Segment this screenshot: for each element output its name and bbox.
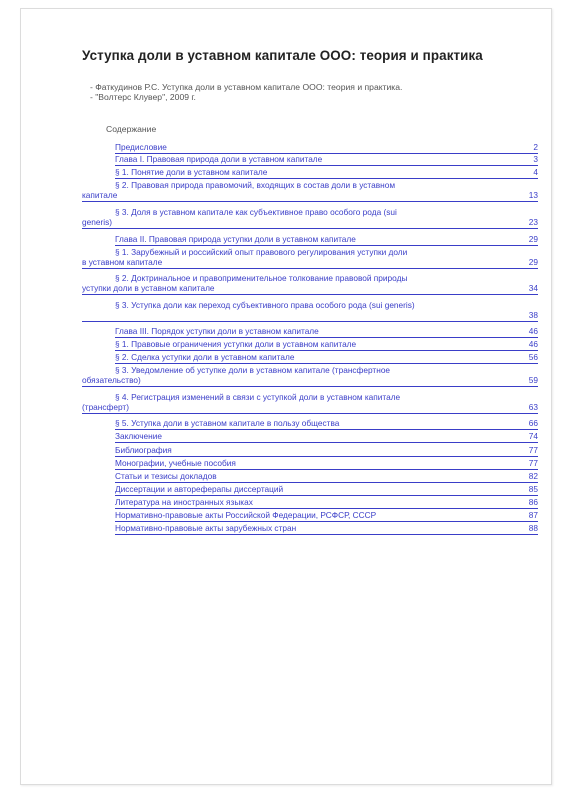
toc-entry-title: § 2. Доктринальное и правоприменительное толкование правовой природы	[115, 274, 408, 283]
toc-entry-page-number: 46	[528, 340, 538, 349]
contents-heading: Содержание	[106, 124, 157, 134]
document-title: Уступка доли в уставном капитале ООО: теория и практика	[82, 48, 483, 63]
toc-entry-page-number: 63	[528, 402, 538, 412]
citation-line-1: - Фаткудинов Р.С. Уступка доли в уставном капитале ООО: теория и практика.	[90, 82, 403, 92]
toc-entry[interactable]	[115, 472, 538, 483]
toc-entry[interactable]	[82, 366, 538, 387]
toc-entry-title: § 1. Правовые ограничения уступки доли в уставном капитале	[115, 340, 357, 349]
toc-entry-title: § 3. Доля в уставном капитале как субъективное право особого рода (sui	[115, 208, 397, 217]
toc-entry-title: § 2. Сделка уступки доли в уставном капитале	[115, 353, 295, 362]
toc-entry-title: Литература на иностранных языках	[115, 498, 253, 507]
toc-entry-page-number: 46	[528, 327, 538, 336]
toc-entry[interactable]	[115, 432, 538, 443]
toc-entry[interactable]	[115, 235, 538, 246]
toc-entry-page-number: 88	[528, 524, 538, 533]
toc-entry-page-number: 29	[528, 235, 538, 244]
toc-entry-page-number: 82	[528, 472, 538, 481]
toc-entry-page-number: 77	[528, 459, 538, 468]
toc-entry-page-number: 77	[528, 446, 538, 455]
toc-entry[interactable]	[115, 498, 538, 509]
toc-entry-page-number: 56	[528, 353, 538, 362]
toc-entry-title: Статьи и тезисы докладов	[115, 472, 217, 481]
toc-entry[interactable]	[115, 485, 538, 496]
toc-entry-page-number: 23	[528, 217, 538, 227]
toc-entry[interactable]	[82, 301, 538, 322]
toc-entry[interactable]	[115, 143, 538, 154]
toc-entry-title: § 1. Зарубежный и российский опыт правового регулирования уступки доли	[115, 248, 408, 257]
toc-entry-page-number: 13	[528, 190, 538, 200]
toc-entry-page-number: 3	[533, 155, 538, 164]
toc-entry-page-number: 38	[528, 310, 538, 320]
toc-entry-page-number: 66	[528, 419, 538, 428]
toc-entry-title-continued: капитале	[82, 190, 118, 200]
toc-entry-title-continued: в уставном капитале	[82, 257, 163, 267]
toc-entry-title: § 5. Уступка доли в уставном капитале в пользу общества	[115, 419, 340, 428]
toc-entry-title: § 4. Регистрация изменений в связи с уступкой доли в уставном капитале	[115, 393, 401, 402]
toc-entry-title: § 3. Уступка доли как переход субъективного права особого рода (sui generis)	[115, 301, 415, 310]
toc-entry-title: Предисловие	[115, 143, 167, 152]
toc-entry-title: Глава II. Правовая природа уступки доли в уставном капитале	[115, 235, 356, 244]
toc-entry[interactable]	[115, 419, 538, 430]
toc-entry-title: Глава I. Правовая природа доли в уставном капитале	[115, 155, 323, 164]
toc-entry-title-continued: generis)	[82, 217, 112, 227]
toc-entry-page-number: 29	[528, 257, 538, 267]
toc-entry-page-number: 34	[528, 283, 538, 293]
toc-entry[interactable]	[115, 446, 538, 457]
toc-entry-title: Нормативно-правовые акты Российской Федерации, РСФСР, СССР	[115, 511, 377, 520]
citation	[90, 82, 540, 102]
toc-entry-title: Библиография	[115, 446, 172, 455]
toc-entry[interactable]	[115, 168, 538, 179]
toc-entry-title: Нормативно-правовые акты зарубежных стран	[115, 524, 297, 533]
toc-entry-page-number: 4	[533, 168, 538, 177]
toc-entry-title-continued: уступки доли в уставном капитале	[82, 283, 215, 293]
toc-entry-title: § 3. Уведомление об уступке доли в уставном капитале (трансфертное	[115, 366, 391, 375]
toc-entry-page-number: 85	[528, 485, 538, 494]
toc-entry-title: Глава III. Порядок уступки доли в уставном капитале	[115, 327, 319, 336]
toc-entry-title: Диссертации и автореферапы диссертаций	[115, 485, 284, 494]
toc-entry-page-number: 87	[528, 511, 538, 520]
toc-entry[interactable]	[82, 274, 538, 295]
toc-entry[interactable]	[115, 524, 538, 535]
toc-entry[interactable]	[115, 353, 538, 364]
toc-entry-title: § 1. Понятие доли в уставном капитале	[115, 168, 268, 177]
toc-entry[interactable]	[115, 155, 538, 166]
toc-entry[interactable]	[82, 248, 538, 269]
toc-entry-page-number: 59	[528, 375, 538, 385]
toc-entry-page-number: 2	[533, 143, 538, 152]
toc-entry-title: Монографии, учебные пособия	[115, 459, 236, 468]
citation-line-2: - "Волтерс Клувер", 2009 г.	[90, 92, 196, 102]
toc-entry-title: Заключение	[115, 432, 162, 441]
toc-entry[interactable]	[115, 327, 538, 338]
toc-entry[interactable]	[115, 459, 538, 470]
toc-entry[interactable]	[115, 340, 538, 351]
toc-entry-page-number: 86	[528, 498, 538, 507]
toc-entry-title-continued: обязательство)	[82, 375, 141, 385]
toc-entry-title-continued: (трансферт)	[82, 402, 129, 412]
toc-entry[interactable]	[82, 393, 538, 414]
toc-entry-title: § 2. Правовая природа правомочий, входящих в состав доли в уставном	[115, 181, 396, 190]
toc-entry-page-number: 74	[528, 432, 538, 441]
toc-entry[interactable]	[115, 511, 538, 522]
toc-entry[interactable]	[82, 208, 538, 229]
toc-entry[interactable]	[82, 181, 538, 202]
